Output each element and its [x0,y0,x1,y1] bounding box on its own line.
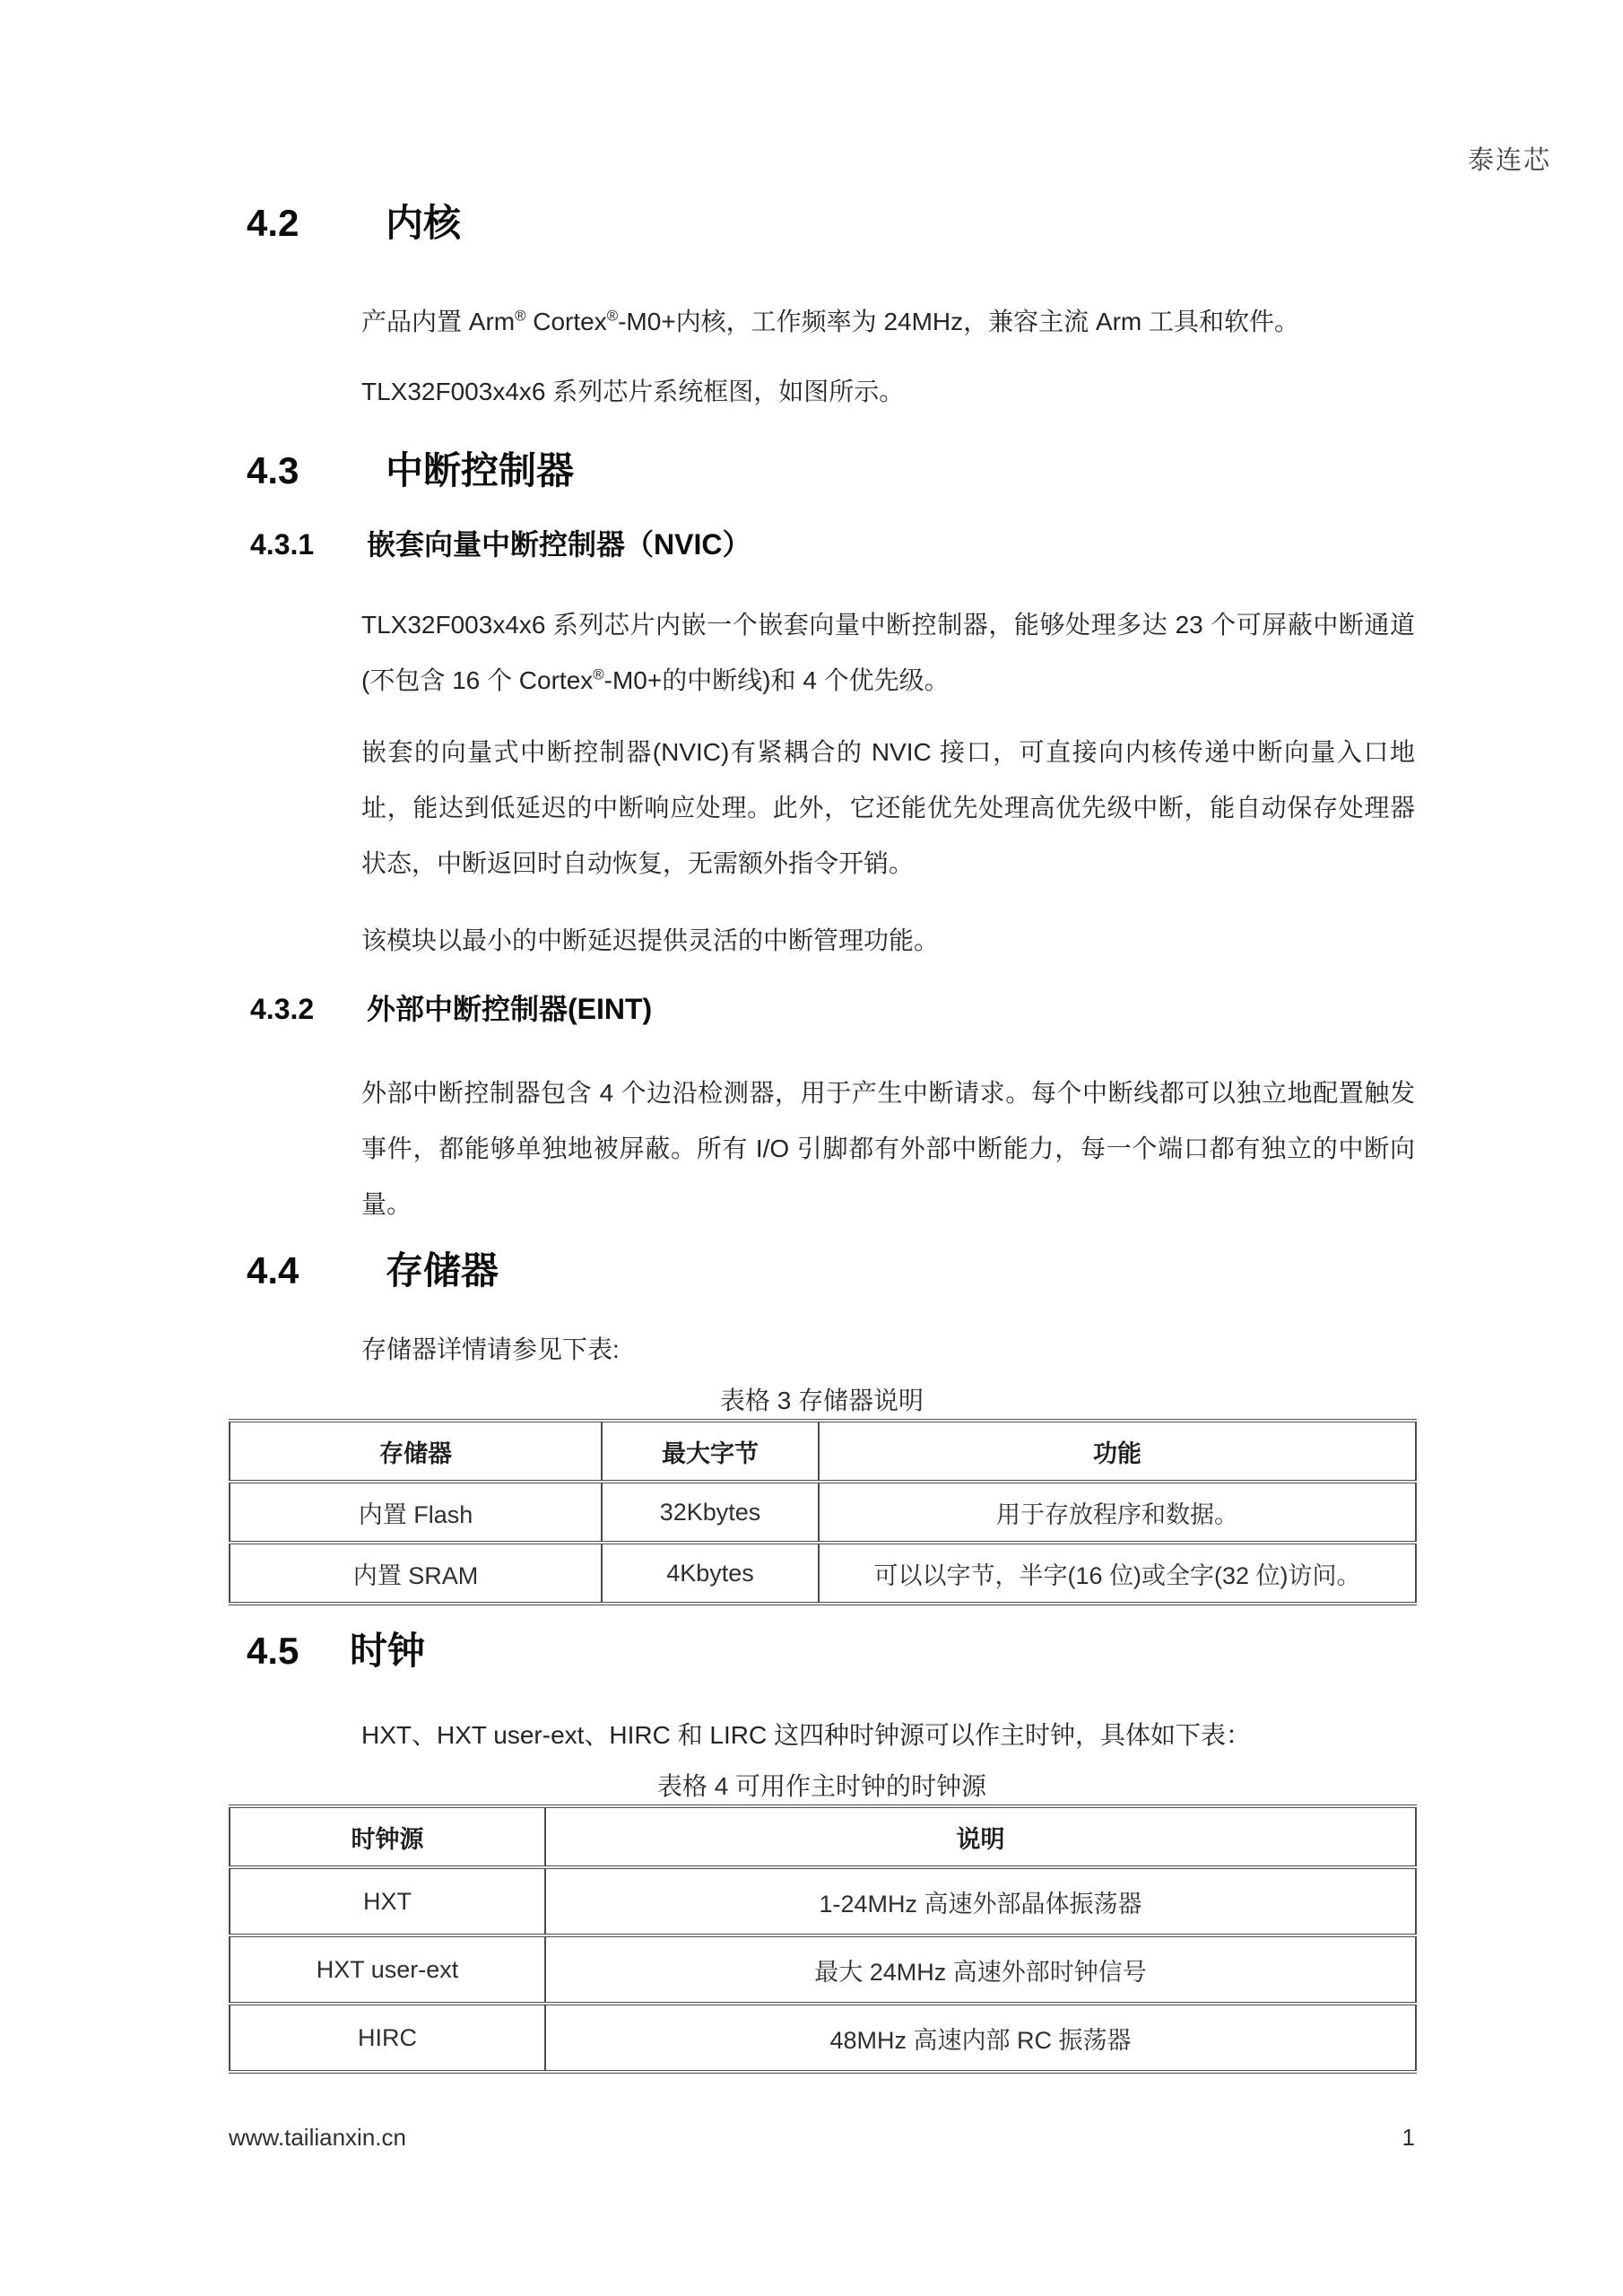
footer-website: www.tailianxin.cn [229,2124,406,2151]
clock-table [229,1805,1417,2074]
section-heading-4-5 [247,1627,1415,1675]
table-row [230,1935,1416,2004]
text-segment: TLX32F003x4x6 系列芯片内嵌一个嵌套向量中断控制器，能够处理多达 23 个可屏蔽中断通道(不包含 16 个 Cortex [361,611,1415,694]
table-cell: HXT [230,1867,545,1935]
table-cell: 可以以字节，半字(16 位)或全字(32 位)访问。 [819,1543,1416,1604]
table-caption-memory: 表格 3 存储器说明 [719,1387,924,1414]
table-caption-clock: 表格 4 可用作主时钟的时钟源 [656,1772,987,1800]
section-heading-4-2 [247,199,1415,248]
section-heading-4-4 [247,1247,1415,1295]
section-number: 4.5 [247,1630,299,1672]
memory-table [229,1419,1417,1605]
registered-trademark-superscript: ® [606,307,619,325]
table-row [230,2004,1416,2072]
text-segment: HXT、HXT user-ext、HIRC 和 LIRC 这四种时钟源可以作主时钟，具体如下表： [361,1721,1251,1749]
paragraph-nvic-1 [361,597,1415,709]
table-cell: 4Kbytes [602,1543,819,1604]
table-header-row [230,1421,1416,1482]
column-header: 说明 [545,1806,1416,1867]
paragraph-block-diagram [361,364,1415,420]
section-number: 4.3 [247,449,299,491]
column-header: 功能 [819,1421,1416,1482]
text-segment: 该模块以最小的中断延迟提供灵活的中断管理功能。 [361,926,940,954]
table-cell: HIRC [230,2004,545,2072]
table-cell: 32Kbytes [602,1482,819,1543]
text-segment: 外部中断控制器包含 4 个边沿检测器，用于产生中断请求。每个中断线都可以独立地配置触发事件，都能够单独地被屏蔽。所有 I/O 引脚都有外部中断能力，每一个端口都有独立的中断向量。 [361,1079,1415,1218]
brand-header: 泰连芯 [1467,146,1551,175]
paragraph-nvic-3 [361,913,1415,969]
table-cell: HXT user-ext [230,1935,545,2004]
table-row [230,1543,1416,1604]
paragraph-memory-intro [361,1322,1415,1378]
paragraph-nvic-2 [361,725,1415,891]
column-header: 存储器 [230,1421,602,1482]
text-segment: 嵌套的向量式中断控制器(NVIC)有紧耦合的 NVIC 接口，可直接向内核传递中断向量入口地址，能达到低延迟的中断响应处理。此外，它还能优先处理高优先级中断，能自动保存处理器状态，中断返回时自动恢复，无需额外指令开销。 [361,738,1415,877]
table-cell: 内置 SRAM [230,1543,602,1604]
section-title: 嵌套向量中断控制器（NVIC） [367,528,751,561]
column-header: 最大字节 [602,1421,819,1482]
section-title: 内核 [386,202,462,244]
section-title: 中断控制器 [386,449,575,491]
text-segment: Cortex [525,308,607,335]
registered-trademark-superscript: ® [593,665,604,683]
table-cell: 1-24MHz 高速外部晶体振荡器 [545,1867,1416,1935]
section-heading-4-3-1 [250,524,1415,565]
table-header-row [230,1806,1416,1867]
table-row [230,1867,1416,1935]
section-number: 4.3.1 [250,528,315,561]
column-header: 时钟源 [230,1806,545,1867]
table-row [230,1482,1416,1543]
table-cell: 内置 Flash [230,1482,602,1543]
section-title: 存储器 [386,1249,499,1292]
table-cell: 用于存放程序和数据。 [819,1482,1416,1543]
text-segment: -M0+的中断线)和 4 个优先级。 [603,666,950,694]
paragraph-core-intro [361,294,1415,350]
text-segment: TLX32F003x4x6 系列芯片系统框图，如图所示。 [361,378,905,405]
section-heading-4-3-2 [250,988,1415,1030]
text-segment: 产品内置 Arm [361,308,516,335]
section-title: 外部中断控制器(EINT) [367,993,653,1025]
text-segment: -M0+内核，工作频率为 24MHz，兼容主流 Arm 工具和软件。 [618,308,1300,335]
section-title: 时钟 [350,1630,426,1672]
page-footer [229,2124,1415,2152]
paragraph-clock-intro [361,1708,1415,1763]
table-cell: 最大 24MHz 高速外部时钟信号 [545,1935,1416,2004]
footer-page-number: 1 [1402,2124,1415,2151]
paragraph-eint [361,1065,1415,1232]
section-heading-4-3 [247,447,1415,495]
page-content [229,199,1415,2074]
text-segment: 存储器详情请参见下表: [361,1335,620,1363]
section-number: 4.4 [247,1249,299,1292]
table-cell: 48MHz 高速内部 RC 振荡器 [545,2004,1416,2072]
section-number: 4.3.2 [250,993,315,1025]
registered-trademark-superscript: ® [515,307,526,325]
section-number: 4.2 [247,202,299,244]
